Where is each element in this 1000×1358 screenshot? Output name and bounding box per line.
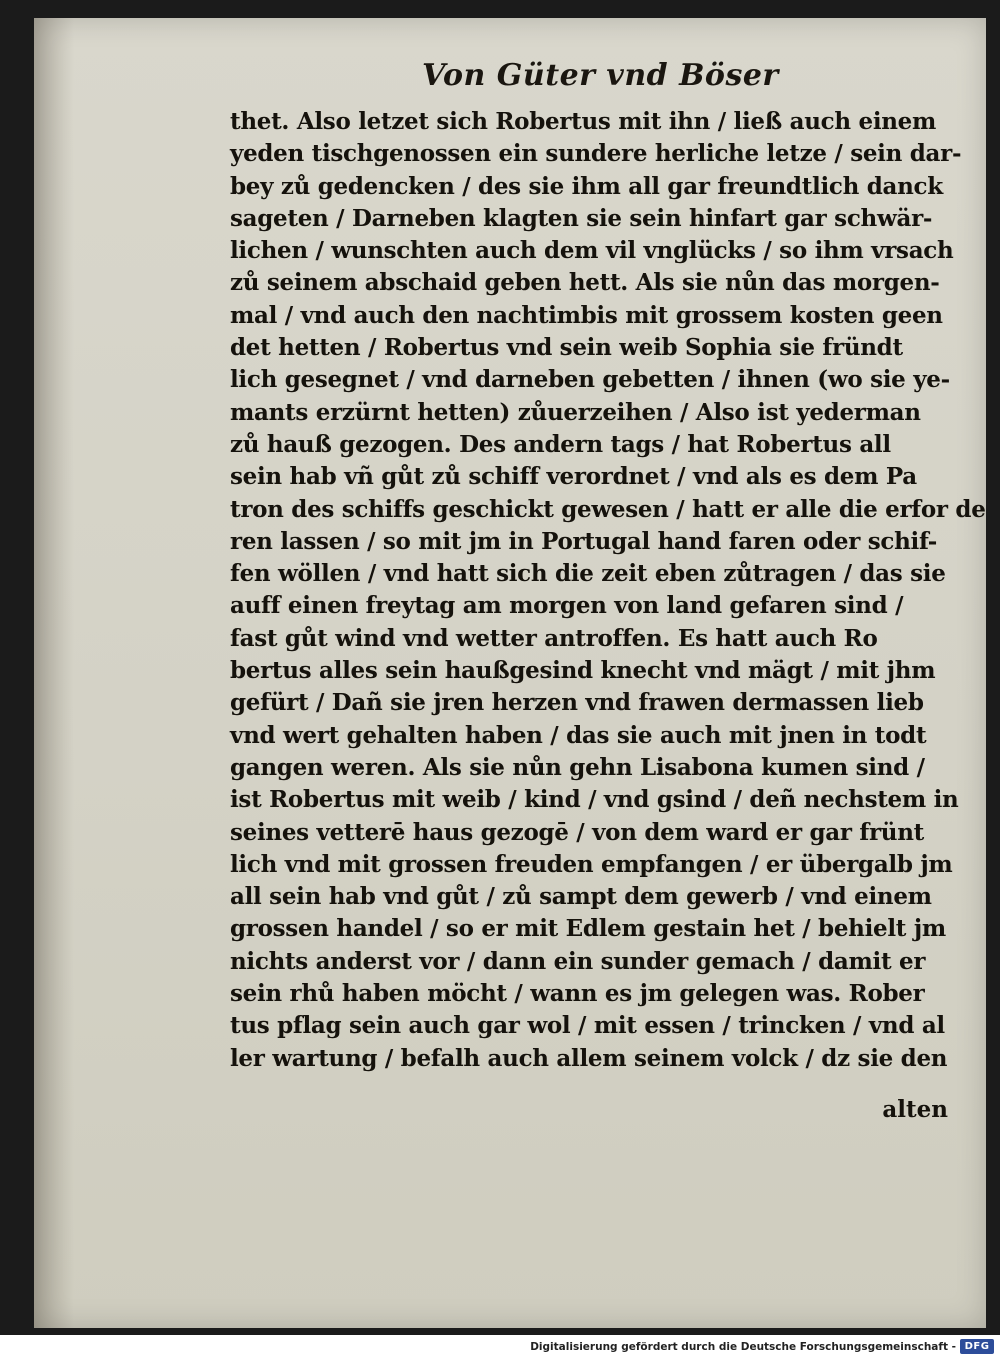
text-line: nichts anderst vor / dann ein sunder gemach / damit er: [230, 947, 926, 975]
text-line: gefürt / Dañ sie jren herzen vnd frawen dermassen lieb: [230, 689, 924, 717]
running-head: Von Güter vnd Böser: [422, 58, 779, 93]
text-line: yeden tischgenossen ein sundere herliche letze / sein dar-: [230, 140, 962, 168]
text-line: bey zů gedencken / des sie ihm all gar freundtlich danck: [230, 172, 943, 200]
text-line: thet. Also letzet sich Robertus mit ihn / ließ auch einem: [230, 108, 937, 135]
text-line: mal / vnd auch den nachtimbis mit grossem kosten geen: [230, 301, 943, 329]
text-line: det hetten / Robertus vnd sein weib Sophia sie fründt: [230, 334, 903, 362]
text-line: sein rhů haben möcht / wann es jm gelegen was. Rober: [230, 980, 925, 1008]
text-line: vnd wert gehalten haben / das sie auch mit jnen in todt: [230, 721, 927, 749]
text-line: sageten / Darneben klagten sie sein hinfart gar schwär-: [230, 204, 933, 232]
text-line: zů seinem abschaid geben hett. Als sie nůn das morgen-: [230, 269, 940, 297]
text-line: ren lassen / so mit jm in Portugal hand faren oder schif-: [230, 527, 937, 555]
text-line: fast gůt wind vnd wetter antroffen. Es hatt auch Ro: [230, 624, 878, 652]
text-line: grossen handel / so er mit Edlem gestain het / behielt jm: [230, 915, 946, 943]
text-line: seines vetterē haus gezogē / von dem ward er gar frünt: [230, 818, 924, 846]
text-line: lich vnd mit grossen freuden empfangen / er übergalb jm: [230, 850, 953, 878]
footer-bar: [0, 1335, 1000, 1358]
text-line: all sein hab vnd gůt / zů sampt dem gewerb / vnd einem: [230, 883, 932, 911]
text-line: tron des schiffs geschickt gewesen / hatt er alle die erfor de: [230, 495, 986, 523]
digitization-credit: Digitalisierung gefördert durch die Deutsche Forschungsgemeinschaft -: [530, 1341, 956, 1353]
text-line: bertus alles sein haußgesind knecht vnd mägt / mit jhm: [230, 657, 936, 685]
text-line: lichen / wunschten auch dem vil vnglücks / so ihm vrsach: [230, 237, 954, 265]
dfg-logo: DFG: [960, 1339, 994, 1354]
text-line: mants erzürnt hetten) zůuerzeihen / Also ist yederman: [230, 398, 921, 426]
text-line: zů hauß gezogen. Des andern tags / hat Robertus all: [230, 430, 891, 458]
text-block: [230, 106, 986, 1075]
text-line: sein hab vñ gůt zů schiff verordnet / vnd als es dem Pa: [230, 463, 917, 491]
book-page: [34, 18, 986, 1328]
text-line: fen wöllen / vnd hatt sich die zeit eben zůtragen / das sie: [230, 560, 946, 588]
text-line: gangen weren. Als sie nůn gehn Lisabona kumen sind /: [230, 753, 925, 781]
text-line: auff einen freytag am morgen von land gefaren sind /: [230, 592, 904, 620]
text-line: ler wartung / befalh auch allem seinem volck / dz sie den: [230, 1044, 948, 1072]
text-line: lich gesegnet / vnd darneben gebetten / ihnen (wo sie ye-: [230, 366, 950, 394]
text-line: ist Robertus mit weib / kind / vnd gsind / deñ nechstem in: [230, 786, 959, 814]
text-line: tus pflag sein auch gar wol / mit essen / trincken / vnd al: [230, 1012, 945, 1040]
catchword: alten: [882, 1096, 948, 1123]
